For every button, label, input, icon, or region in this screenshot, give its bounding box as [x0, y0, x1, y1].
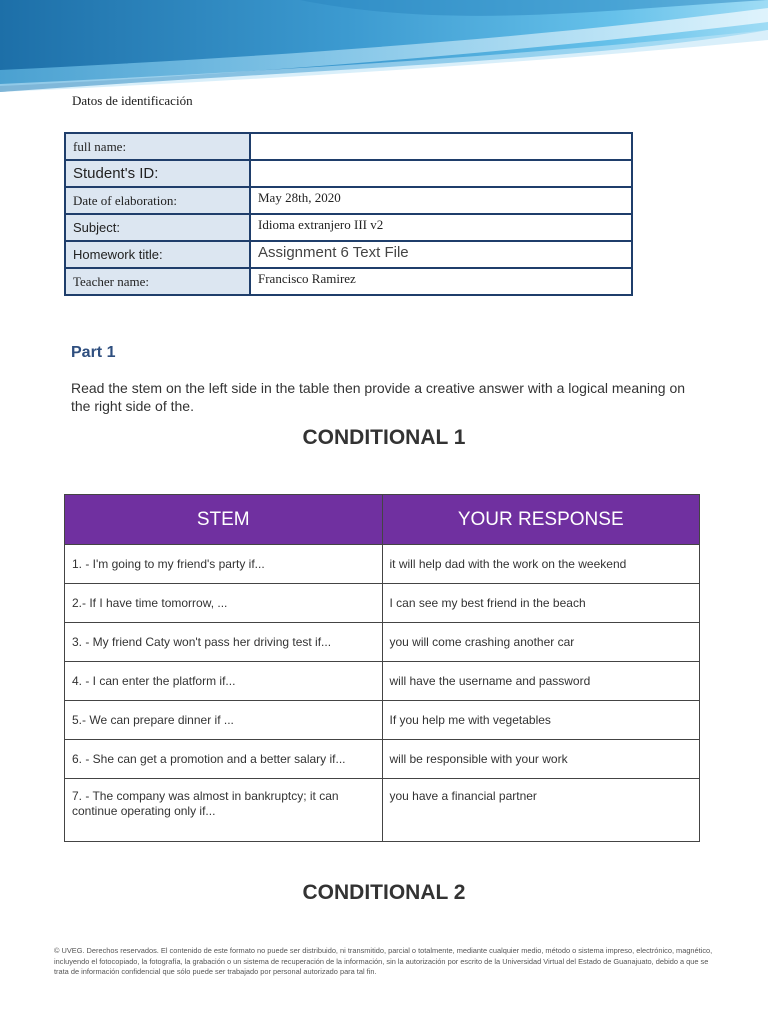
stem-cell: 6. - She can get a promotion and a better salary if...: [65, 740, 383, 779]
part-title: Part 1: [71, 344, 116, 361]
table-row: [65, 662, 700, 701]
copyright-footer: © UVEG. Derechos reservados. El contenido de este formato no puede ser distribuido, ni transmitido, parcial o totalmente, mediante cualquier medio, método o sistema impreso, electrónico, magnético, incluyendo el fotocopiado, la fotografía, la grabación o un sistema de recuperación de la información, sin la autorización por escrito de la Universidad Virtual del Estado de Guanajuato, debido a que se trata de información confidencial que sólo puede ser trabajado por personal autorizado para tal fin.: [54, 946, 713, 976]
table-row: [65, 160, 632, 187]
response-cell: will have the username and password: [382, 662, 700, 701]
stem-cell: 7. - The company was almost in bankruptcy; it can continue operating only if...: [65, 779, 383, 842]
teacher-name-value: Francisco Ramirez: [250, 268, 632, 295]
stem-cell: 1. - I'm going to my friend's party if...: [65, 545, 383, 584]
response-cell: it will help dad with the work on the weekend: [382, 545, 700, 584]
conditional-2-heading: CONDITIONAL 2: [302, 881, 466, 904]
homework-title-value: Assignment 6 Text File: [250, 241, 632, 268]
stem-cell: 3. - My friend Caty won't pass her driving test if...: [65, 623, 383, 662]
date-label: Date of elaboration:: [65, 187, 250, 214]
full-name-label: full name:: [65, 133, 250, 160]
subject-value: Idioma extranjero III v2: [250, 214, 632, 241]
table-row: [65, 214, 632, 241]
student-id-value: [250, 160, 632, 187]
teacher-name-label: Teacher name:: [65, 268, 250, 295]
stem-column-header: STEM: [65, 495, 383, 545]
table-row: [65, 623, 700, 662]
table-row: [65, 187, 632, 214]
identification-table: [64, 132, 633, 296]
table-row: [65, 740, 700, 779]
response-cell: you will come crashing another car: [382, 623, 700, 662]
full-name-value: [250, 133, 632, 160]
table-row: [65, 268, 632, 295]
response-cell: If you help me with vegetables: [382, 701, 700, 740]
table-header-row: [65, 495, 700, 545]
table-row: [65, 701, 700, 740]
response-cell: I can see my best friend in the beach: [382, 584, 700, 623]
table-row: [65, 779, 700, 842]
stem-cell: 2.- If I have time tomorrow, ...: [65, 584, 383, 623]
response-cell: will be responsible with your work: [382, 740, 700, 779]
header-banner: [0, 0, 768, 96]
date-value: May 28th, 2020: [250, 187, 632, 214]
identification-heading: Datos de identificación: [72, 93, 193, 108]
conditional-1-heading: CONDITIONAL 1: [302, 426, 466, 449]
student-id-label: Student's ID:: [65, 160, 250, 187]
conditional-1-table: [64, 494, 700, 842]
stem-cell: 5.- We can prepare dinner if ...: [65, 701, 383, 740]
response-cell: you have a financial partner: [382, 779, 700, 842]
subject-label: Subject:: [65, 214, 250, 241]
table-row: [65, 584, 700, 623]
table-row: [65, 545, 700, 584]
table-row: [65, 133, 632, 160]
response-column-header: YOUR RESPONSE: [382, 495, 700, 545]
stem-cell: 4. - I can enter the platform if...: [65, 662, 383, 701]
homework-title-label: Homework title:: [65, 241, 250, 268]
table-row: [65, 241, 632, 268]
instructions-text: Read the stem on the left side in the table then provide a creative answer with a logical meaning on the right side of the.: [71, 380, 686, 414]
